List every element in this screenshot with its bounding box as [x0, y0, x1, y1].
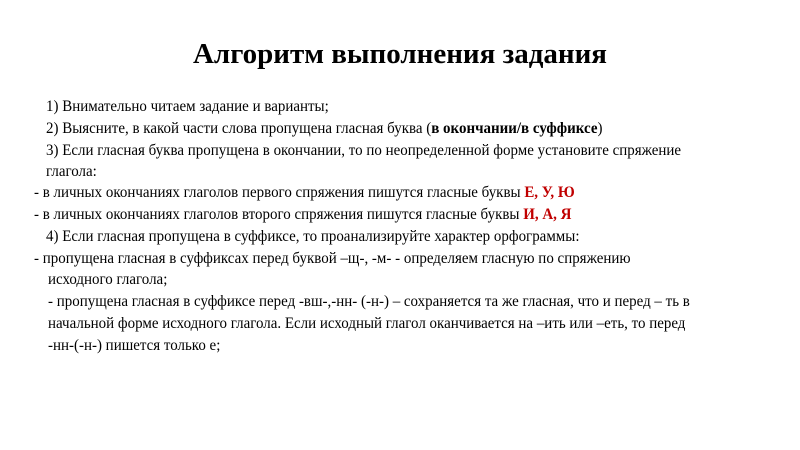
step-1: 1) Внимательно читаем задание и варианты;	[46, 98, 329, 115]
rule-text: - в личных окончаниях глаголов первого спряжения пишутся гласные буквы	[34, 184, 525, 201]
vowels-first: Е, У, Ю	[524, 184, 575, 201]
step-2	[46, 120, 603, 138]
slide-title: Алгоритм выполнения задания	[192, 38, 607, 70]
suffix-rule-2: - пропущена гласная в суффиксе перед -вш-,-нн- (-н-) – сохраняется та же гласная, что и перед – ть в	[48, 293, 690, 310]
step-3: 3) Если гласная буква пропущена в окончании, то по неопределенной форме установите спряжение	[46, 142, 682, 159]
step-3-cont: глагола:	[46, 163, 97, 180]
step-4: 4) Если гласная пропущена в суффиксе, то проанализируйте характер орфограммы:	[46, 228, 580, 245]
step-2-bold: в окончании/в суффиксе	[431, 120, 598, 137]
rule-text: - в личных окончаниях глаголов второго спряжения пишутся гласные буквы	[34, 206, 524, 223]
rule-first-conjugation	[34, 184, 575, 202]
suffix-rule-1: - пропущена гласная в суффиксах перед буквой –щ-, -м- - определяем гласную по спряжению	[34, 250, 631, 267]
vowels-second: И, А, Я	[523, 206, 572, 223]
rule-second-conjugation	[34, 206, 571, 224]
suffix-rule-1-cont: исходного глагола;	[48, 271, 168, 288]
suffix-rule-2-cont: начальной форме исходного глагола. Если исходный глагол оканчивается на –ить или –еть, то перед	[48, 315, 686, 332]
step-2-text: 2) Выясните, в какой части слова пропущена гласная буква (	[46, 120, 432, 137]
suffix-rule-2-end: -нн-(-н-) пишется только е;	[48, 337, 221, 354]
step-2-close: )	[597, 120, 603, 137]
